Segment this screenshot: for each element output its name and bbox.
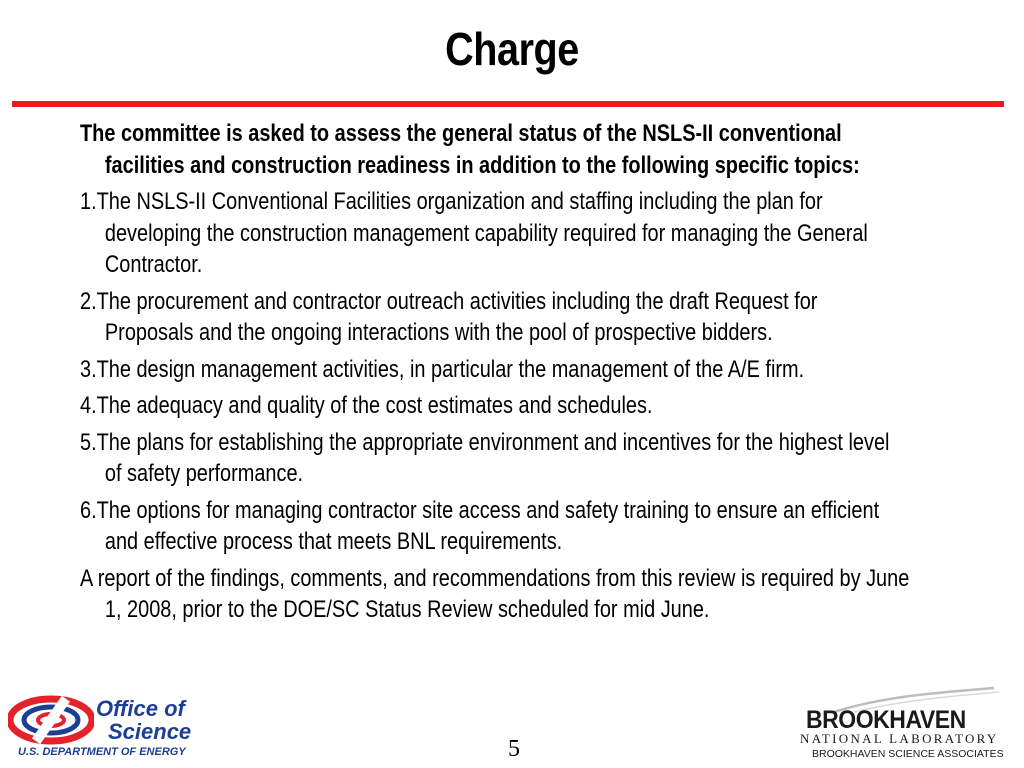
- logo-brookhaven: BROOKHAVEN: [806, 706, 966, 734]
- list-item: [80, 354, 910, 386]
- title-divider: [12, 101, 1004, 107]
- page-number: 5: [508, 736, 520, 762]
- slide-title: Charge: [445, 23, 579, 75]
- logo-science: Science: [108, 719, 192, 744]
- list-item-number: 6.: [80, 496, 97, 524]
- list-item-number: 3.: [80, 355, 97, 383]
- brookhaven-logo: [794, 686, 1016, 766]
- logo-office-of: Office of: [96, 696, 185, 721]
- logo-doe: U.S. DEPARTMENT OF ENERGY: [18, 746, 186, 758]
- list-item-number: 5.: [80, 428, 97, 456]
- logo-national-laboratory: NATIONAL LABORATORY: [800, 731, 999, 746]
- list-item-text: The options for managing contractor site access and safety training to ensure an efficient and effective process that meets BNL requirements.: [96, 496, 880, 555]
- list-item: [80, 286, 910, 349]
- list-item-text: The design management activities, in particular the management of the A/E firm.: [96, 355, 805, 383]
- list-item-text: The plans for establishing the appropriate environment and incentives for the highest level of safety performance.: [96, 428, 890, 487]
- closing-paragraph: A report of the findings, comments, and recommendations from this review is required by June 1, 2008, prior to the DOE/SC Status Review scheduled for mid June.: [80, 564, 910, 623]
- list-item: [80, 186, 910, 281]
- list-item-text: The NSLS-II Conventional Facilities organization and staffing including the plan for developing the construction management capability required for managing the General Contractor.: [96, 188, 868, 278]
- logo-brookhaven-science-associates: BROOKHAVEN SCIENCE ASSOCIATES: [812, 748, 1004, 760]
- list-item-number: 4.: [80, 392, 97, 419]
- list-item-number: 2.: [80, 287, 97, 315]
- doe-swirl-icon: [8, 694, 94, 746]
- list-item-text: The procurement and contractor outreach activities including the draft Request for Proposals and the ongoing interactions with the pool of prospective bidders.: [96, 287, 818, 346]
- slide-body: [80, 118, 910, 631]
- intro-paragraph: The committee is asked to assess the general status of the NSLS-II conventional facilities and construction readiness in addition to the following specific topics:: [80, 120, 860, 179]
- list-item: [80, 495, 910, 558]
- list-item: [80, 427, 910, 490]
- office-of-science-logo: [8, 692, 218, 762]
- list-item-text: The adequacy and quality of the cost estimates and schedules.: [96, 392, 653, 419]
- list-item: [80, 390, 910, 422]
- list-item-number: 1.: [80, 188, 97, 215]
